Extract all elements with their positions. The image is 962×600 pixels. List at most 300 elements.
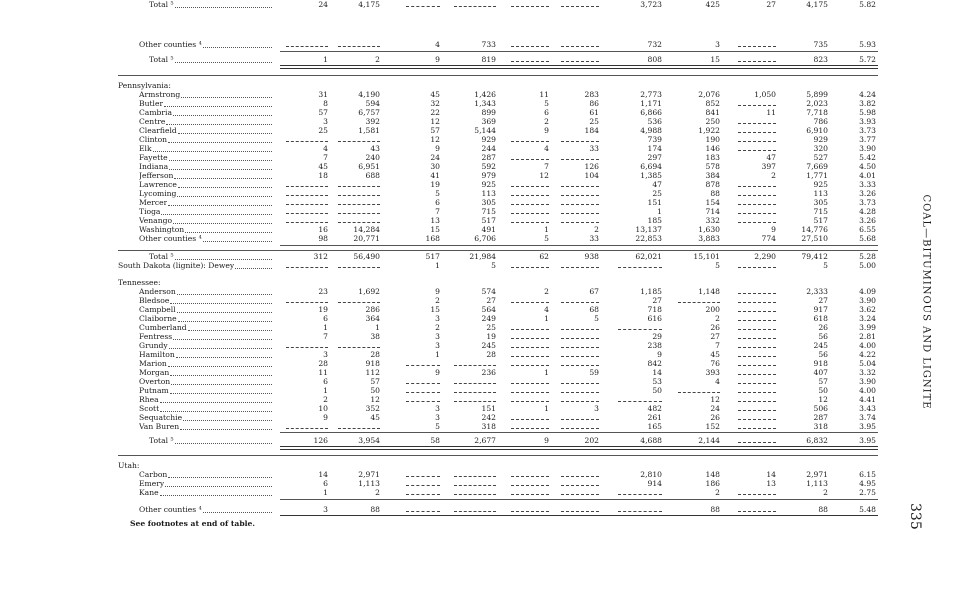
table-cell: 33 (589, 234, 599, 243)
leader-dots (168, 470, 272, 478)
table-row (0, 287, 962, 296)
table-cell: 4.00 (859, 386, 876, 395)
table-row (0, 207, 962, 216)
table-row (0, 144, 962, 153)
empty-cell-dash (738, 186, 776, 187)
empty-cell-dash (454, 383, 496, 384)
table-row (0, 216, 962, 225)
empty-cell-dash (618, 267, 662, 268)
table-row (0, 470, 962, 479)
empty-cell-dash (678, 302, 720, 303)
table-cell: 88 (818, 505, 828, 514)
empty-cell-dash (738, 61, 776, 62)
table-cell: 57 (318, 108, 328, 117)
row-label: Grundy (139, 341, 168, 350)
table-row (0, 126, 962, 135)
table-cell: 2 (715, 488, 720, 497)
row-label: Other counties ⁴ (139, 40, 202, 49)
table-cell: 27 (710, 332, 720, 341)
empty-cell-dash (406, 6, 440, 7)
table-cell: 165 (647, 422, 662, 431)
table-cell: 151 (481, 404, 496, 413)
table-cell: 735 (813, 40, 828, 49)
empty-cell-dash (561, 476, 599, 477)
row-label: Venango (139, 216, 173, 225)
table-cell: 1,922 (698, 126, 720, 135)
table-cell: 61 (589, 108, 599, 117)
empty-cell-dash (738, 383, 776, 384)
table-cell: 13,137 (635, 225, 662, 234)
empty-cell-dash (561, 267, 599, 268)
table-cell: 1,630 (698, 225, 720, 234)
empty-cell-dash (561, 61, 599, 62)
table-cell: 5,899 (806, 90, 828, 99)
empty-cell-dash (561, 222, 599, 223)
row-label: Clearfield (139, 126, 177, 135)
table-cell: 183 (705, 153, 720, 162)
table-cell: 26 (818, 323, 828, 332)
table-row (0, 332, 962, 341)
leader-dots (175, 0, 272, 8)
empty-cell-dash (511, 356, 549, 357)
table-cell: 6,694 (640, 162, 662, 171)
table-cell: 4,175 (806, 0, 828, 9)
table-cell: 842 (647, 359, 662, 368)
table-cell: 3.43 (859, 404, 876, 413)
table-cell: 6,951 (358, 162, 380, 171)
table-cell: 4 (544, 305, 549, 314)
table-cell: 25 (486, 323, 496, 332)
table-cell: 14 (652, 368, 662, 377)
table-cell: 4,190 (358, 90, 380, 99)
row-label: Morgan (139, 368, 170, 377)
empty-cell-dash (338, 213, 380, 214)
empty-cell-dash (511, 392, 549, 393)
table-cell: 12 (710, 395, 720, 404)
empty-cell-dash (561, 356, 599, 357)
table-cell: 739 (647, 135, 662, 144)
empty-cell-dash (738, 204, 776, 205)
table-cell: 297 (647, 153, 662, 162)
table-cell: 425 (705, 0, 720, 9)
leader-dots (188, 323, 272, 331)
table-cell: 15 (710, 55, 720, 64)
table-cell: 26 (710, 323, 720, 332)
leader-dots (170, 386, 272, 394)
table-cell: 925 (813, 180, 828, 189)
table-cell: 11 (539, 90, 549, 99)
empty-cell-dash (338, 195, 380, 196)
table-cell: 4.50 (859, 162, 876, 171)
table-cell: 3.62 (859, 305, 876, 314)
table-cell: 23 (318, 287, 328, 296)
empty-cell-dash (454, 365, 496, 366)
table-cell: 1 (323, 386, 328, 395)
leader-dots (177, 287, 272, 295)
leader-dots (176, 350, 272, 358)
table-cell: 126 (313, 436, 328, 445)
row-label: Tennessee: (118, 278, 161, 287)
table-cell: 1,113 (358, 479, 380, 488)
table-cell: 24 (318, 0, 328, 9)
table-cell: 238 (647, 341, 662, 350)
empty-cell-dash (511, 195, 549, 196)
row-label: Total ⁵ (149, 252, 174, 261)
table-row (0, 488, 962, 497)
table-cell: 4.24 (859, 90, 876, 99)
table-cell: 98 (318, 234, 328, 243)
table-cell: 5.68 (859, 234, 876, 243)
table-cell: 33 (589, 144, 599, 153)
empty-cell-dash (286, 267, 328, 268)
table-cell: 286 (365, 305, 380, 314)
table-rule (280, 449, 878, 450)
table-cell: 3 (435, 413, 440, 422)
empty-cell-dash (561, 195, 599, 196)
table-cell: 312 (313, 252, 328, 261)
table-cell: 918 (365, 359, 380, 368)
table-cell: 4.00 (859, 341, 876, 350)
table-cell: 185 (647, 216, 662, 225)
table-cell: 15,101 (693, 252, 720, 261)
leader-dots (177, 189, 272, 197)
table-row (0, 261, 962, 270)
table-cell: 2,773 (640, 90, 662, 99)
table-cell: 5.82 (859, 0, 876, 9)
table-cell: 318 (813, 422, 828, 431)
empty-cell-dash (511, 419, 549, 420)
table-cell: 2 (715, 314, 720, 323)
empty-cell-dash (738, 46, 776, 47)
table-cell: 45 (318, 162, 328, 171)
table-cell: 918 (813, 359, 828, 368)
empty-cell-dash (511, 46, 549, 47)
row-label: Butler (139, 99, 164, 108)
table-cell: 20,771 (353, 234, 380, 243)
table-cell: 12 (539, 171, 549, 180)
empty-cell-dash (406, 494, 440, 495)
table-cell: 24 (430, 153, 440, 162)
table-cell: 12 (370, 395, 380, 404)
empty-cell-dash (738, 392, 776, 393)
table-cell: 733 (481, 40, 496, 49)
table-cell: 15 (430, 305, 440, 314)
table-cell: 4 (435, 40, 440, 49)
table-cell: 9 (435, 144, 440, 153)
row-label: Carbon (139, 470, 168, 479)
table-cell: 113 (813, 189, 828, 198)
leader-dots (161, 207, 272, 215)
table-row (0, 404, 962, 413)
row-label: Pennsylvania: (118, 81, 171, 90)
row-label: Emery (139, 479, 165, 488)
table-cell: 50 (370, 386, 380, 395)
table-cell: 32 (430, 99, 440, 108)
empty-cell-dash (738, 222, 776, 223)
table-cell: 104 (584, 171, 599, 180)
table-row (0, 479, 962, 488)
row-label: Indiana (139, 162, 169, 171)
table-cell: 714 (705, 207, 720, 216)
table-cell: 5.00 (859, 261, 876, 270)
table-cell: 397 (761, 162, 776, 171)
table-cell: 45 (430, 90, 440, 99)
table-cell: 574 (481, 287, 496, 296)
table-cell: 12 (430, 135, 440, 144)
table-cell: 536 (647, 117, 662, 126)
table-row (0, 461, 962, 470)
row-label: Elk (139, 144, 152, 153)
table-cell: 3.77 (859, 135, 876, 144)
leader-dots (173, 108, 272, 116)
table-rule (280, 68, 878, 69)
table-cell: 2,076 (698, 90, 720, 99)
table-cell: 1,185 (640, 287, 662, 296)
row-label: Sequatchie (139, 413, 183, 422)
leader-dots (178, 180, 272, 188)
table-cell: 3.93 (859, 117, 876, 126)
table-cell: 6 (323, 314, 328, 323)
empty-cell-dash (561, 494, 599, 495)
table-rule (118, 250, 878, 251)
table-row (0, 350, 962, 359)
table-cell: 5.93 (859, 40, 876, 49)
row-label: Total ⁵ (149, 436, 174, 445)
table-cell: 15 (430, 225, 440, 234)
table-rule (280, 432, 878, 433)
row-label: Armstrong (139, 90, 181, 99)
leader-dots (235, 261, 272, 269)
empty-cell-dash (561, 186, 599, 187)
table-cell: 2,677 (474, 436, 496, 445)
table-cell: 27 (818, 296, 828, 305)
table-cell: 13 (766, 479, 776, 488)
empty-cell-dash (338, 186, 380, 187)
table-cell: 7 (435, 207, 440, 216)
table-cell: 29 (652, 332, 662, 341)
empty-cell-dash (286, 46, 328, 47)
table-cell: 819 (481, 55, 496, 64)
table-cell: 2,971 (358, 470, 380, 479)
leader-dots (169, 341, 272, 349)
table-cell: 283 (584, 90, 599, 99)
row-label: Putnam (139, 386, 169, 395)
table-cell: 3.99 (859, 323, 876, 332)
table-cell: 12 (430, 117, 440, 126)
table-cell: 4,988 (640, 126, 662, 135)
table-cell: 5 (435, 189, 440, 198)
leader-dots (183, 413, 272, 421)
empty-cell-dash (338, 222, 380, 223)
empty-cell-dash (406, 365, 440, 366)
table-cell: 2 (375, 488, 380, 497)
row-label: Other counties ⁴ (139, 234, 202, 243)
table-cell: 3 (435, 404, 440, 413)
table-cell: 22 (430, 108, 440, 117)
empty-cell-dash (618, 511, 662, 512)
row-label: Cambria (139, 108, 172, 117)
table-cell: 594 (365, 99, 380, 108)
empty-cell-dash (738, 419, 776, 420)
row-label: Cumberland (139, 323, 187, 332)
table-row (0, 90, 962, 99)
table-cell: 1,426 (474, 90, 496, 99)
leader-dots (181, 90, 272, 98)
table-cell: 47 (652, 180, 662, 189)
empty-cell-dash (338, 347, 380, 348)
table-cell: 25 (318, 126, 328, 135)
page-number-text: 335 (907, 503, 923, 530)
row-label: Washington (139, 225, 185, 234)
empty-cell-dash (286, 222, 328, 223)
page-number (907, 503, 937, 533)
leader-dots (169, 162, 272, 170)
table-cell: 3.26 (859, 189, 876, 198)
table-cell: 1 (323, 323, 328, 332)
table-cell: 7 (715, 341, 720, 350)
table-cell: 10 (318, 404, 328, 413)
leader-dots (169, 153, 272, 161)
leader-dots (168, 135, 272, 143)
table-cell: 732 (647, 40, 662, 49)
empty-cell-dash (511, 222, 549, 223)
empty-cell-dash (738, 410, 776, 411)
table-cell: 4.41 (859, 395, 876, 404)
empty-cell-dash (511, 383, 549, 384)
table-cell: 3.24 (859, 314, 876, 323)
row-label: Rhea (139, 395, 159, 404)
table-cell: 578 (705, 162, 720, 171)
empty-cell-dash (561, 383, 599, 384)
leader-dots (168, 198, 272, 206)
table-cell: 1,050 (754, 90, 776, 99)
table-row (0, 99, 962, 108)
empty-cell-dash (511, 476, 549, 477)
table-cell: 3 (323, 117, 328, 126)
table-row (0, 305, 962, 314)
table-row (0, 0, 962, 9)
table-cell: 929 (813, 135, 828, 144)
table-cell: 88 (710, 505, 720, 514)
table-cell: 527 (813, 153, 828, 162)
table-cell: 3.90 (859, 296, 876, 305)
table-cell: 154 (705, 198, 720, 207)
empty-cell-dash (738, 105, 776, 106)
empty-cell-dash (738, 338, 776, 339)
empty-cell-dash (511, 365, 549, 366)
empty-cell-dash (738, 311, 776, 312)
empty-cell-dash (738, 150, 776, 151)
table-cell: 517 (481, 216, 496, 225)
table-cell: 718 (647, 305, 662, 314)
table-cell: 287 (481, 153, 496, 162)
empty-cell-dash (511, 485, 549, 486)
table-cell: 1,113 (806, 479, 828, 488)
empty-cell-dash (678, 392, 720, 393)
table-cell: 11 (766, 108, 776, 117)
table-cell: 9 (323, 413, 328, 422)
leader-dots (160, 488, 272, 496)
row-label: Campbell (139, 305, 176, 314)
table-cell: 369 (481, 117, 496, 126)
table-cell: 1 (544, 368, 549, 377)
empty-cell-dash (738, 213, 776, 214)
table-cell: 6,832 (806, 436, 828, 445)
table-cell: 3,954 (358, 436, 380, 445)
empty-cell-dash (286, 428, 328, 429)
table-row (0, 117, 962, 126)
empty-cell-dash (561, 511, 599, 512)
table-cell: 2,144 (698, 436, 720, 445)
leader-dots (203, 505, 272, 513)
table-cell: 7 (544, 162, 549, 171)
table-cell: 2 (544, 287, 549, 296)
table-cell: 1 (544, 314, 549, 323)
table-cell: 2 (375, 55, 380, 64)
table-row (0, 341, 962, 350)
empty-cell-dash (406, 511, 440, 512)
empty-cell-dash (406, 401, 440, 402)
table-cell: 25 (589, 117, 599, 126)
table-cell: 3 (594, 404, 599, 413)
table-cell: 4,175 (358, 0, 380, 9)
table-cell: 2 (823, 488, 828, 497)
table-cell: 2 (435, 323, 440, 332)
table-cell: 4.09 (859, 287, 876, 296)
table-rule (118, 455, 878, 456)
empty-cell-dash (511, 494, 549, 495)
empty-cell-dash (338, 428, 380, 429)
empty-cell-dash (561, 365, 599, 366)
table-cell: 320 (813, 144, 828, 153)
table-cell: 186 (705, 479, 720, 488)
table-cell: 242 (481, 413, 496, 422)
table-cell: 88 (370, 505, 380, 514)
table-cell: 1,171 (640, 99, 662, 108)
table-cell: 616 (647, 314, 662, 323)
table-cell: 57 (818, 377, 828, 386)
table-cell: 14,284 (353, 225, 380, 234)
table-cell: 5.98 (859, 108, 876, 117)
table-cell: 151 (647, 198, 662, 207)
table-cell: 1,771 (806, 171, 828, 180)
table-row (0, 323, 962, 332)
table-cell: 4.28 (859, 207, 876, 216)
empty-cell-dash (738, 141, 776, 142)
table-cell: 1,692 (358, 287, 380, 296)
leader-dots (166, 117, 272, 125)
table-cell: 190 (705, 135, 720, 144)
empty-cell-dash (561, 485, 599, 486)
table-cell: 45 (710, 350, 720, 359)
empty-cell-dash (511, 6, 549, 7)
table-cell: 929 (481, 135, 496, 144)
table-cell: 9 (657, 350, 662, 359)
row-label: Utah: (118, 461, 140, 470)
table-cell: 618 (813, 314, 828, 323)
empty-cell-dash (286, 186, 328, 187)
table-cell: 11 (318, 368, 328, 377)
table-cell: 5 (544, 234, 549, 243)
table-cell: 841 (705, 108, 720, 117)
table-cell: 3.26 (859, 216, 876, 225)
leader-dots (175, 55, 272, 63)
empty-cell-dash (738, 494, 776, 495)
table-row (0, 314, 962, 323)
empty-cell-dash (286, 302, 328, 303)
empty-cell-dash (561, 6, 599, 7)
table-cell: 27 (766, 0, 776, 9)
